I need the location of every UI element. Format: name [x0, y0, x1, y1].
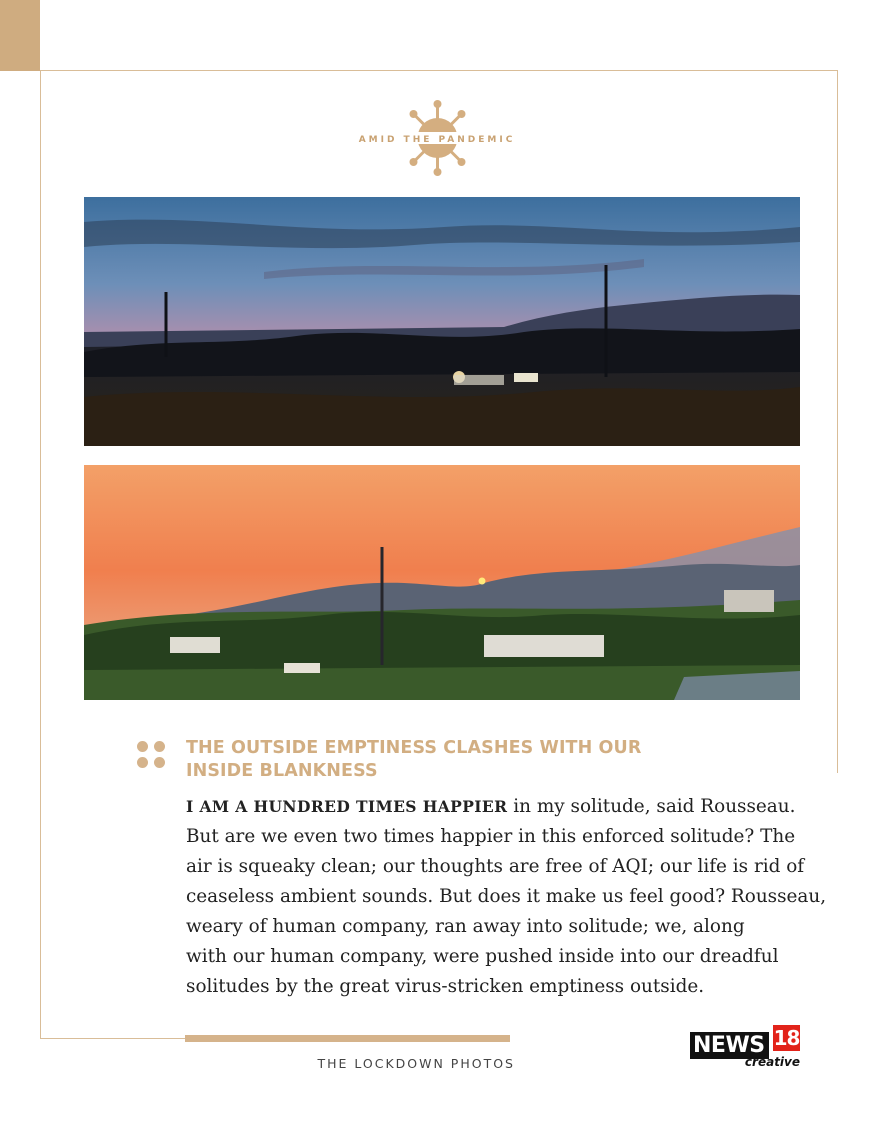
bullet-dots-icon — [137, 741, 167, 771]
section-heading — [186, 737, 706, 783]
logo-subtext: creative — [744, 1055, 800, 1069]
body-line-1: I AM A HUNDRED TIMES HAPPIER in my solitude, said Rousseau. — [186, 796, 796, 817]
lead-in: I AM A HUNDRED TIMES HAPPIER — [186, 797, 508, 816]
frame-line-bottom — [40, 1038, 185, 1039]
body-line-4: ceaseless ambient sounds. But does it make us feel good? Rousseau, — [186, 886, 827, 907]
news18-logo — [690, 1024, 802, 1072]
body-line-3: air is squeaky clean; our thoughts are free of AQI; our life is rid of — [186, 856, 805, 877]
frame-line-right — [837, 70, 838, 773]
footer-section-title: THE LOCKDOWN PHOTOS — [317, 1056, 515, 1071]
article-body — [186, 792, 827, 1002]
body-line-2: But are we even two times happier in this enforced solitude? The — [186, 826, 796, 847]
dusk-town-photo — [84, 197, 800, 446]
sunset-town-photo — [84, 465, 800, 700]
emblem-label: AMID THE PANDEMIC — [358, 135, 516, 145]
corner-tab — [0, 0, 40, 71]
heading-line-2: INSIDE BLANKNESS — [186, 761, 378, 781]
body-line-5: weary of human company, ran away into solitude; we, along — [186, 916, 745, 937]
body-line-7: solitudes by the great virus-stricken emptiness outside. — [186, 976, 705, 997]
frame-line-top — [40, 70, 838, 71]
logo-number: 18 — [773, 1026, 800, 1050]
footer-bar — [185, 1035, 510, 1042]
heading-line-1: THE OUTSIDE EMPTINESS CLASHES WITH OUR — [186, 738, 642, 758]
frame-line-left — [40, 70, 41, 1038]
body-line-6: with our human company, were pushed inside into our dreadful — [186, 946, 779, 967]
logo-news-text: NEWS — [690, 1032, 769, 1059]
